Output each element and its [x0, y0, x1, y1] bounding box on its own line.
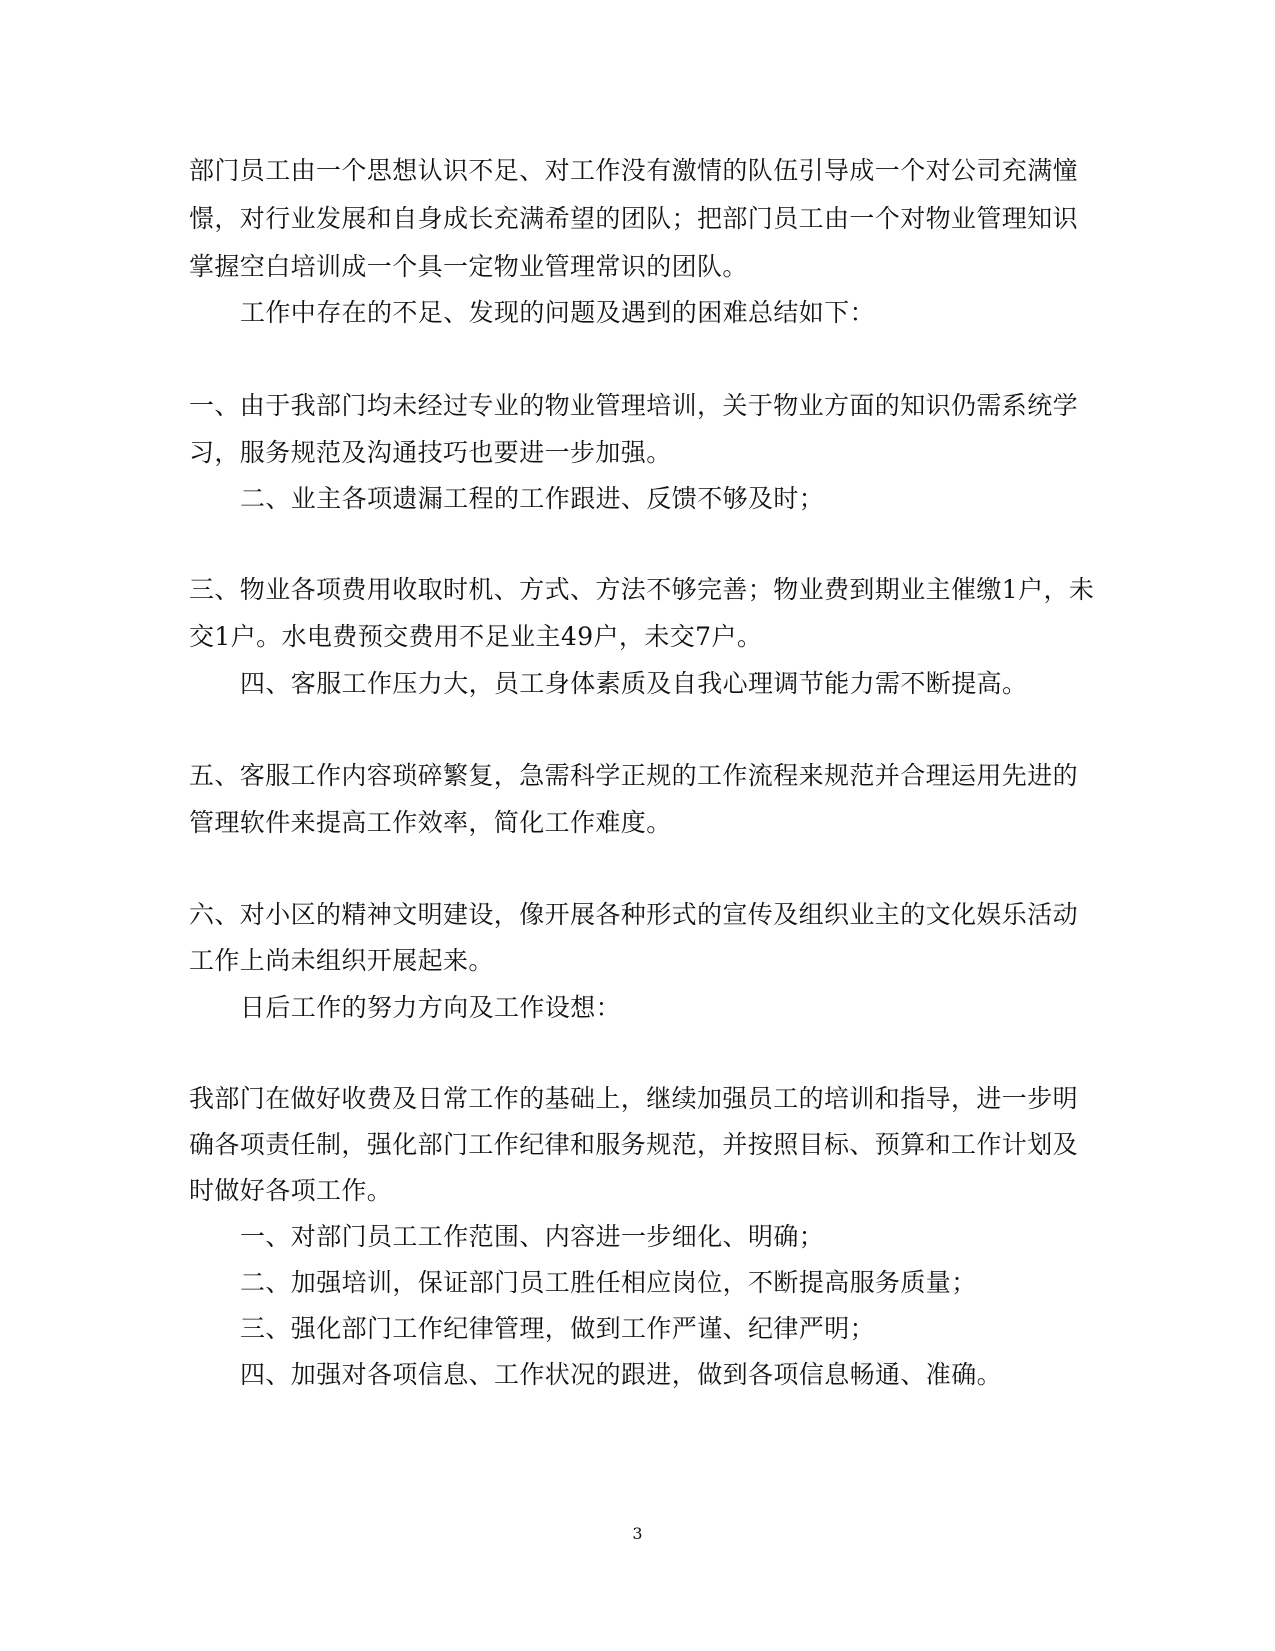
text-line: 部门员工由一个思想认识不足、对工作没有激情的队伍引导成一个对公司充满憧: [189, 156, 1079, 185]
text-line: 二、业主各项遗漏工程的工作跟进、反馈不够及时；: [240, 484, 825, 513]
section-heading: 工作中存在的不足、发现的问题及遇到的困难总结如下：: [240, 298, 876, 327]
text-line: 六、对小区的精神文明建设，像开展各种形式的宣传及组织业主的文化娱乐活动: [189, 900, 1079, 929]
text-line: 一、由于我部门均未经过专业的物业管理培训，关于物业方面的知识仍需系统学: [189, 391, 1079, 420]
text-line: 我部门在做好收费及日常工作的基础上，继续加强员工的培训和指导，进一步明: [189, 1084, 1079, 1113]
list-item: 四、加强对各项信息、工作状况的跟进，做到各项信息畅通、准确。: [240, 1360, 1003, 1389]
list-item: 二、加强培训，保证部门员工胜任相应岗位，不断提高服务质量；: [240, 1268, 977, 1297]
text-line: 三、物业各项费用收取时机、方式、方法不够完善；物业费到期业主催缴1户，未: [189, 575, 1095, 604]
text-line: 习，服务规范及沟通技巧也要进一步加强。: [189, 438, 672, 467]
text-line: 交1户。水电费预交费用不足业主49户，未交7户。: [189, 622, 763, 651]
list-item: 三、强化部门工作纪律管理，做到工作严谨、纪律严明；: [240, 1314, 876, 1343]
text-line: 憬，对行业发展和自身成长充满希望的团队；把部门员工由一个对物业管理知识: [189, 204, 1079, 233]
text-line: 五、客服工作内容琐碎繁复，急需科学正规的工作流程来规范并合理运用先进的: [189, 761, 1079, 790]
page-number: 3: [632, 1524, 643, 1543]
text-line: 确各项责任制，强化部门工作纪律和服务规范，并按照目标、预算和工作计划及: [189, 1130, 1079, 1159]
list-item: 一、对部门员工工作范围、内容进一步细化、明确；: [240, 1222, 825, 1251]
text-line: 管理软件来提高工作效率，简化工作难度。: [189, 808, 672, 837]
section-heading: 日后工作的努力方向及工作设想：: [240, 993, 622, 1022]
text-line: 工作上尚未组织开展起来。: [189, 946, 494, 975]
text-line: 四、客服工作压力大，员工身体素质及自我心理调节能力需不断提高。: [240, 669, 1028, 698]
text-line: 掌握空白培训成一个具一定物业管理常识的团队。: [189, 252, 748, 281]
text-line: 时做好各项工作。: [189, 1176, 393, 1205]
